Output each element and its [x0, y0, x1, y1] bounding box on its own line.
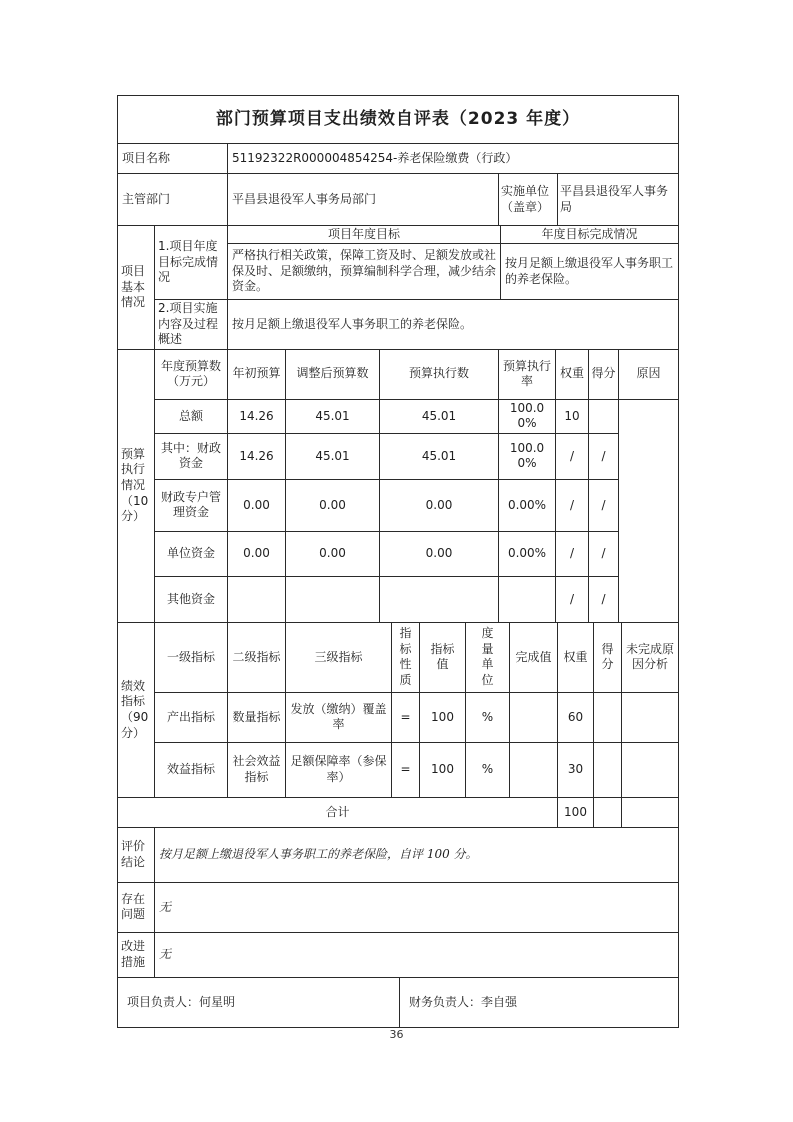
budget-header-adjusted: 调整后预算数	[286, 349, 380, 399]
budget-executed: 0.00	[380, 531, 499, 576]
budget-header-weight: 权重	[556, 349, 589, 399]
perf-unit: %	[466, 742, 510, 797]
budget-weight: /	[556, 433, 589, 479]
perf-score	[594, 742, 622, 797]
perf-done	[510, 692, 558, 742]
perf-nature: =	[392, 742, 420, 797]
budget-row-name: 其他资金	[155, 576, 228, 622]
page-title: 部门预算项目支出绩效自评表（2023 年度）	[118, 96, 679, 144]
perf-l2: 数量指标	[228, 692, 286, 742]
perf-row-benefit	[118, 742, 679, 797]
perf-l3: 发放（缴纳）覆盖率	[286, 692, 392, 742]
budget-initial: 14.26	[228, 399, 286, 433]
perf-done	[510, 742, 558, 797]
budget-score: /	[589, 531, 619, 576]
perf-reason	[622, 742, 679, 797]
budget-initial	[228, 576, 286, 622]
basic-table	[117, 225, 679, 350]
basic-section-label: 项目基本情况	[118, 226, 155, 350]
project-name-value: 51192322R000004854254-养老保险缴费（行政）	[228, 144, 679, 174]
budget-score	[589, 399, 619, 433]
budget-row-unit-funds	[118, 531, 679, 576]
budget-row-name: 总额	[155, 399, 228, 433]
completion-text: 按月足额上缴退役军人事务职工的养老保险。	[501, 244, 679, 300]
budget-initial: 0.00	[228, 479, 286, 531]
perf-header-unit: 度量单位	[481, 626, 494, 688]
project-manager-cell	[118, 977, 400, 1027]
perf-nature: =	[392, 692, 420, 742]
impl-unit-value: 平昌县退役军人事务局	[558, 174, 679, 226]
goal-text: 严格执行相关政策，保障工资及时、足额发放或社保及时、足额缴纳，预算编制科学合理，减少结余资金。	[228, 244, 501, 300]
budget-rate: 100.00%	[499, 433, 556, 479]
improvements-text: 无	[155, 932, 679, 977]
perf-total-weight: 100	[558, 797, 594, 827]
perf-l2: 社会效益指标	[228, 742, 286, 797]
budget-weight: 10	[556, 399, 589, 433]
dept-label: 主管部门	[118, 174, 228, 226]
budget-executed: 45.01	[380, 399, 499, 433]
impl-text: 按月足额上缴退役军人事务职工的养老保险。	[228, 300, 679, 350]
budget-header-rate: 预算执行率	[499, 349, 556, 399]
budget-row-name: 单位资金	[155, 531, 228, 576]
self-evaluation-form	[117, 95, 679, 1028]
budget-initial: 0.00	[228, 531, 286, 576]
perf-reason	[622, 692, 679, 742]
budget-header-score: 得分	[589, 349, 619, 399]
budget-adjusted	[286, 576, 380, 622]
perf-section-label: 绩效指标（90分）	[118, 622, 155, 797]
budget-row-other-funds	[118, 576, 679, 622]
budget-header-reason: 原因	[619, 349, 679, 399]
perf-total-score	[594, 797, 622, 827]
project-name-label: 项目名称	[118, 144, 228, 174]
budget-weight: /	[556, 479, 589, 531]
perf-total-label: 合计	[118, 797, 558, 827]
budget-executed: 0.00	[380, 479, 499, 531]
conclusion-text: 按月足额上缴退役军人事务职工的养老保险，自评 100 分。	[155, 827, 679, 882]
perf-value: 100	[420, 692, 466, 742]
budget-rate: 0.00%	[499, 531, 556, 576]
perf-header-done: 完成值	[510, 622, 558, 692]
conclusion-table	[117, 827, 679, 978]
perf-total-reason	[622, 797, 679, 827]
problems-text: 无	[155, 882, 679, 932]
annual-goal-row-label: 1.项目年度目标完成情况	[155, 226, 228, 300]
perf-header-value: 指标值	[430, 641, 455, 672]
budget-row-total	[118, 399, 679, 433]
project-manager-label: 项目负责人：	[127, 994, 200, 1009]
improvements-label: 改进措施	[118, 932, 155, 977]
budget-adjusted: 45.01	[286, 399, 380, 433]
perf-header-l1: 一级指标	[155, 622, 228, 692]
signature-table	[117, 977, 679, 1028]
perf-weight: 60	[558, 692, 594, 742]
budget-score: /	[589, 479, 619, 531]
perf-header-l3: 三级指标	[286, 622, 392, 692]
budget-row-name: 财政专户管理资金	[155, 479, 228, 531]
budget-weight: /	[556, 576, 589, 622]
budget-reason-cell	[619, 399, 679, 622]
perf-total-row	[118, 797, 679, 827]
budget-rate	[499, 576, 556, 622]
budget-row-fiscal	[118, 433, 679, 479]
budget-initial: 14.26	[228, 433, 286, 479]
impl-row-label: 2.项目实施内容及过程概述	[155, 300, 228, 350]
dept-value: 平昌县退役军人事务局部门	[228, 174, 499, 226]
perf-score	[594, 692, 622, 742]
project-manager-name: 何星明	[199, 994, 236, 1009]
budget-adjusted: 0.00	[286, 531, 380, 576]
perf-header-l2: 二级指标	[228, 622, 286, 692]
budget-adjusted: 0.00	[286, 479, 380, 531]
perf-header-nature: 指标性质	[392, 622, 420, 692]
budget-weight: /	[556, 531, 589, 576]
budget-rate: 0.00%	[499, 479, 556, 531]
perf-l1: 效益指标	[155, 742, 228, 797]
perf-header-reason: 未完成原因分析	[622, 622, 679, 692]
budget-adjusted: 45.01	[286, 433, 380, 479]
budget-table	[117, 349, 679, 623]
budget-score: /	[589, 576, 619, 622]
perf-l3: 足额保障率（参保率）	[286, 742, 392, 797]
budget-executed: 45.01	[380, 433, 499, 479]
budget-header-row-name: 年度预算数（万元）	[155, 349, 228, 399]
budget-section-label: 预算执行情况（10分）	[118, 349, 155, 622]
budget-header-initial: 年初预算	[228, 349, 286, 399]
problems-label: 存在问题	[118, 882, 155, 932]
performance-table	[117, 622, 679, 828]
perf-header-score: 得分	[594, 622, 622, 692]
perf-value: 100	[420, 742, 466, 797]
budget-row-fiscal-account	[118, 479, 679, 531]
budget-rate: 100.00%	[499, 399, 556, 433]
perf-row-output	[118, 692, 679, 742]
goal-header: 项目年度目标	[228, 226, 501, 244]
budget-row-name: 其中：财政资金	[155, 433, 228, 479]
info-table	[117, 95, 679, 226]
budget-score: /	[589, 433, 619, 479]
perf-header-weight: 权重	[558, 622, 594, 692]
budget-header-executed: 预算执行数	[380, 349, 499, 399]
perf-weight: 30	[558, 742, 594, 797]
perf-unit: %	[466, 692, 510, 742]
budget-executed	[380, 576, 499, 622]
completion-header: 年度目标完成情况	[501, 226, 679, 244]
finance-manager-cell	[400, 977, 679, 1027]
finance-manager-label: 财务负责人：	[409, 994, 482, 1009]
page-number: 36	[389, 1028, 404, 1041]
perf-l1: 产出指标	[155, 692, 228, 742]
conclusion-label: 评价结论	[118, 827, 155, 882]
finance-manager-name: 李自强	[481, 994, 518, 1009]
impl-unit-label: 实施单位（盖章）	[499, 174, 558, 226]
